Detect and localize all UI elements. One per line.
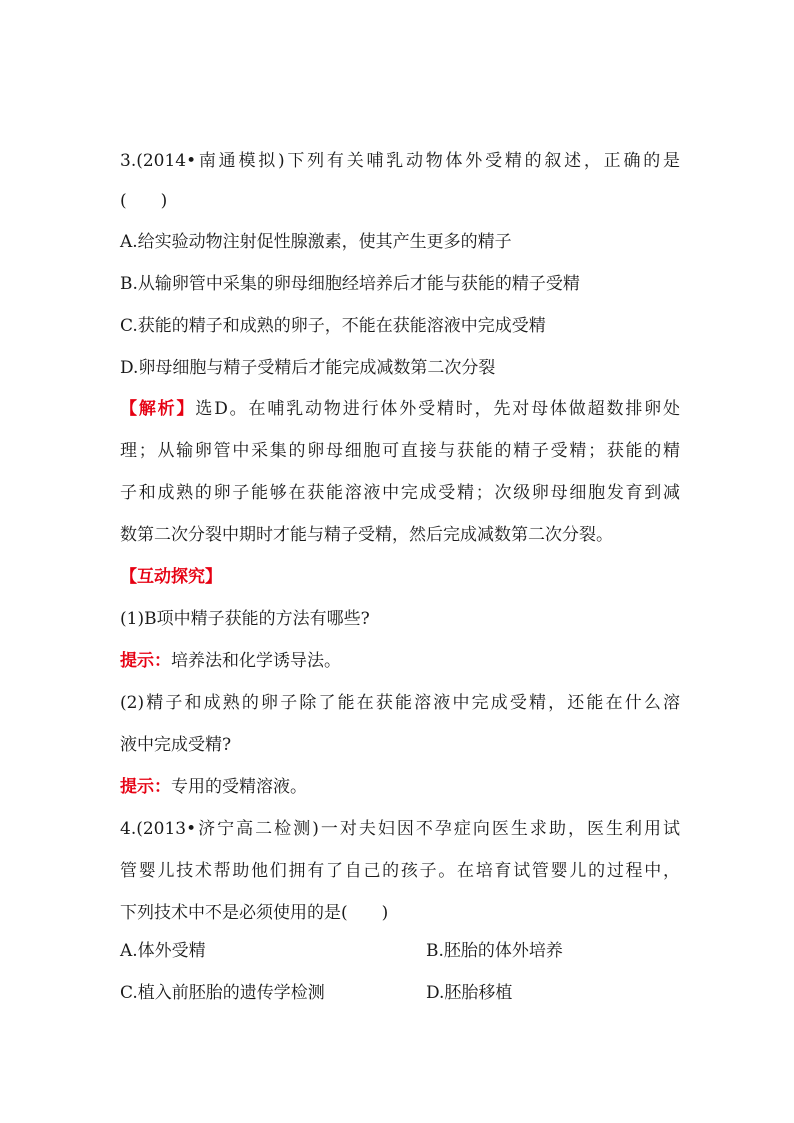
- hint-label-2: 提示：: [120, 777, 171, 797]
- q3-option-a: A.给实验动物注射促性腺激素，使其产生更多的精子: [120, 232, 512, 252]
- q3-analysis-line-1: [120, 398, 680, 420]
- q4-option-d: D.胚胎移植: [426, 983, 513, 1003]
- q4-option-a: A.体外受精: [120, 941, 206, 961]
- q3-option-d: D.卵母细胞与精子受精后才能完成减数第二次分裂: [120, 358, 496, 378]
- explore-question-2-line-1: (2)精子和成熟的卵子除了能在获能溶液中完成受精，还能在什么溶: [120, 693, 680, 713]
- explore-answer-2: 提示：专用的受精溶液。: [120, 777, 307, 797]
- q4-stem-line-1: 4.(2013•济宁高二检测)一对夫妇因不孕症向医生求助，医生利用试: [120, 819, 680, 839]
- q3-option-c: C.获能的精子和成熟的卵子，不能在获能溶液中完成受精: [120, 316, 546, 336]
- analysis-text-1: 选D。在哺乳动物进行体外受精时，先对母体做超数排卵处: [195, 399, 681, 419]
- q4-stem-line-2: 管婴儿技术帮助他们拥有了自己的孩子。在培育试管婴儿的过程中，: [120, 861, 680, 881]
- explore-question-2-line-2: 液中完成受精?: [120, 735, 232, 755]
- q3-analysis-line-3: 子和成熟的卵子能够在获能溶液中完成受精；次级卵母细胞发育到减: [120, 483, 680, 503]
- analysis-label: 【解析】: [120, 399, 196, 419]
- hint-label: 提示：: [120, 651, 171, 671]
- q4-stem-line-3: 下列技术中不是必须使用的是( ): [120, 903, 389, 923]
- explore-question-1: (1)B项中精子获能的方法有哪些?: [120, 609, 370, 629]
- q3-analysis-line-4: 数第二次分裂中期时才能与精子受精，然后完成减数第二次分裂。: [120, 525, 613, 545]
- explore-answer-1: 提示：培养法和化学诱导法。: [120, 651, 341, 671]
- q4-option-b: B.胚胎的体外培养: [426, 941, 563, 961]
- q3-analysis-line-2: 理；从输卵管中采集的卵母细胞可直接与获能的精子受精；获能的精: [120, 441, 680, 461]
- q3-stem-line-2: ( ): [120, 191, 168, 211]
- explore-label: 【互动探究】: [120, 567, 222, 587]
- q3-stem-line-1: 3.(2014•南通模拟)下列有关哺乳动物体外受精的叙述，正确的是: [120, 151, 680, 171]
- q3-option-b: B.从输卵管中采集的卵母细胞经培养后才能与获能的精子受精: [120, 274, 580, 294]
- q4-option-c: C.植入前胚胎的遗传学检测: [120, 983, 325, 1003]
